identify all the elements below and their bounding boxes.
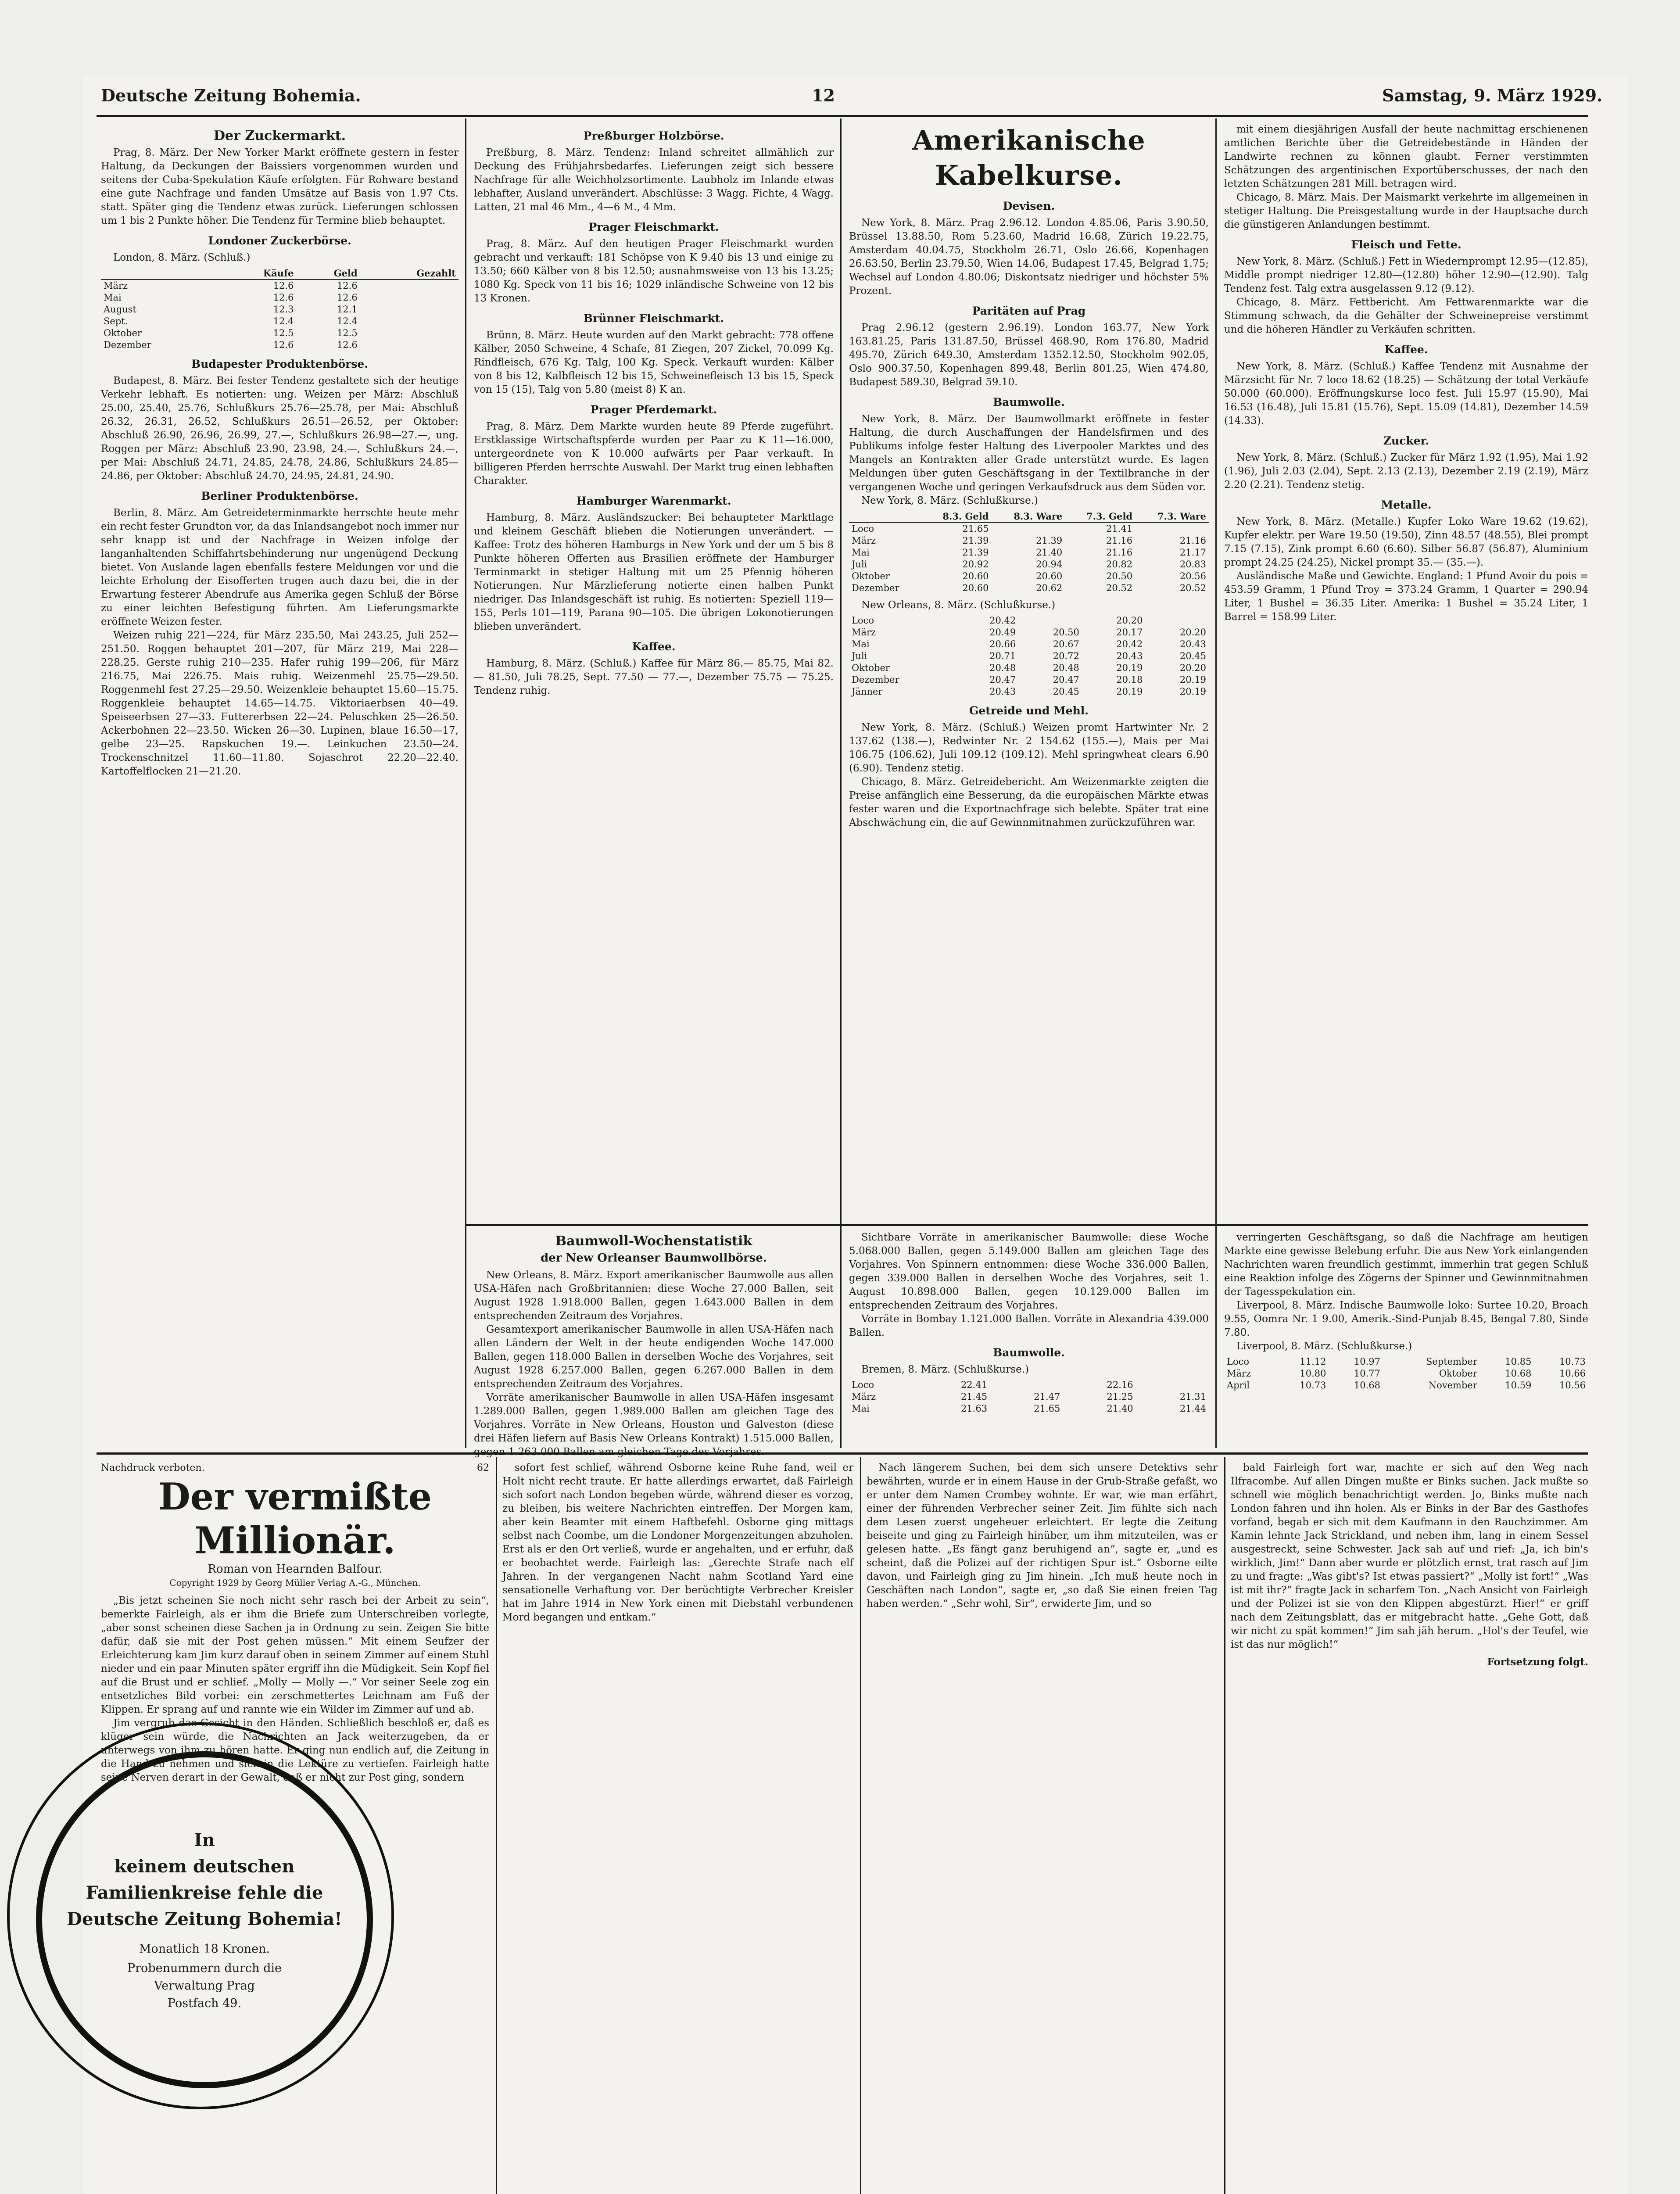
table-cell: März [852, 535, 876, 546]
ad-line: Familienkreise fehle die [86, 1882, 323, 1903]
table-cell [360, 315, 459, 327]
table-cell: 20.67 [1053, 639, 1079, 649]
sugar-market-text: Prag, 8. März. Der New Yorker Markt eröffnete gestern in fester Haltung, da Deckungen der Baissiers vorgenommen wurden und seitens der Cuba-Spekulation Käufe erfolgten. Für Rohware bestand eine gute Nachfrage und fanden Umsätze auf Basis von 1.97 Cts. statt. Später ging die Tendenz etwas zurück. Lieferungen schlossen um 1 bis 2 Punkte höher. Die Tendenz für Termine blieb behauptet. [101, 147, 459, 226]
table-cell: 21.65 [1034, 1403, 1060, 1414]
cable-rates-title: Amerikanische Kabelkurse. [912, 124, 1146, 191]
london-sugar-table [101, 267, 459, 351]
continued-note: Fortsetzung folgt. [1487, 1656, 1588, 1668]
table-cell: 20.43 [1116, 651, 1143, 661]
table-cell: 20.48 [989, 663, 1016, 673]
ad-line: Deutsche Zeitung Bohemia! [67, 1909, 342, 1929]
table-cell: 20.18 [1116, 674, 1143, 685]
table-cell: Loco [1227, 1356, 1249, 1367]
novel-author: Roman von Hearnden Balfour. [208, 1563, 383, 1576]
table-cell: 21.65 [962, 523, 989, 534]
column-divider [840, 118, 842, 1448]
table-header: Käufe [218, 267, 297, 280]
table-cell: Oktober [852, 663, 890, 673]
ad-line: keinem deutschen [114, 1856, 295, 1877]
table-row [101, 339, 459, 351]
berlin-heading: Berliner Produktenbörse. [201, 490, 358, 502]
table-cell: Dezember [852, 674, 899, 685]
table-header: Geld [296, 267, 360, 280]
brno-meat-text: Brünn, 8. März. Heute wurden auf den Markt gebracht: 778 offene Kälber, 2050 Schweine, 4 Schafe, 81 Ziegen, 207 Zickel, 70.099 Kg. Rindfleisch, 676 Kg. Talg, 100 Kg. Speck. Verkauft wurden: Kälber von 8 bis 12, Kalbfleisch 12 bis 15, Schweinefleisch 13 bis 15, Speck von 15 (15), Talg von 5.80 (meist 8) K an. [474, 330, 834, 395]
ad-price: Monatlich 18 Kronen. [139, 1942, 270, 1956]
table-cell: 20.43 [989, 686, 1016, 697]
cotton-stats-bombay: Vorräte in Bombay 1.121.000 Ballen. Vorräte in Alexandria 439.000 Ballen. [849, 1313, 1209, 1338]
table-row [849, 559, 1209, 570]
table-cell: 12.4 [273, 316, 294, 326]
novel-text: sofort fest schlief, während Osborne keine Ruhe fand, weil er Holt nicht recht traute. Er hatte allerdings erwartet, daß Fairleigh sich sofort nach London begeben würde, während dieser es vorzog, zu bleiben, bis weitere Nachrichten eintreffen. Der Morgen kam, aber kein Beamter mit einem Haftbefehl. Osborne ging mittags selbst nach Coombe, um die Londoner Morgenzeitungen abzuholen. Erst als er den Ort verließ, wurde er angehalten, und er erfuhr, daß er beobachtet werde. Fairleigh las: „Gerechte Strafe nach elf Jahren. In der vergangenen Nacht nahm Scotland Yard eine sensationelle Verhaftung vor. Der berüchtigte Verbrecher Kreisler hat im Jahre 1914 in New York einen mit Diebstahl verbundenen Mord begangen und entkam.“ [502, 1462, 853, 1623]
chicago-corn-text: Chicago, 8. März. Mais. Der Maismarkt verkehrte im allgemeinen in stetiger Haltung. Die Preisgestaltung wurde in der Hauptsache durch die günstigeren Anlandungen bestimmt. [1224, 192, 1588, 230]
novel-text: Nach längerem Suchen, bei dem sich unsere Detektivs sehr bewährten, wurde er in einem Hause in der Grub-Straße gefaßt, wo er unter dem Namen Crombey wohnte. Er war, wie man erfährt, einer der führenden Verbrecher seiner Zeit. Jim fühlte sich nach dem Lesen zuerst ungeheuer erleichtert. Er legte die Zeitung beiseite und ging zu Fairleigh hinüber, um ihm mitzuteilen, was er gelesen hatte. „Es fängt ganz beruhigend an“, sagte er, „und es scheint, daß die Polizei auf der richtigen Spur ist.“ Osborne eilte davon, und Fairleigh ging zu Jim hinein. „Ich muß heute noch in Geschäften nach London“, sagte er, „so daß Sie einen freien Tag haben werden.“ „Sehr wohl, Sir“, erwiderte Jim, und so [867, 1462, 1218, 1610]
table-cell: 20.60 [1036, 571, 1063, 581]
table-cell: 20.20 [1179, 627, 1206, 638]
table-cell: Loco [852, 1380, 874, 1390]
cotton-orleans-table [849, 615, 1209, 698]
parities-text: Prag 2.96.12 (gestern 2.96.19). London 163.77, New York 163.81.25, Paris 131.87.50, Brüssel 468.90, Rom 176.80, Madrid 495.70, Zürich 649.30, Amsterdam 1352.12.50, Stockholm 902.05, Oslo 900.37.50, Kopenhagen 899.48, Berlin 801.25, Wien 474.80, Budapest 589.30, Belgrad 59.10. [849, 322, 1209, 388]
column-2 [474, 123, 834, 1220]
table-cell: 12.6 [337, 292, 358, 303]
table-cell: Juli [852, 651, 867, 661]
cotton-heading: Baumwolle. [993, 396, 1065, 409]
table-cell: 20.19 [1179, 686, 1206, 697]
cotton-text: New York, 8. März. Der Baumwollmarkt eröffnete in fester Haltung, die durch Auschaffungen der Handelsfirmen und des Publikums infolge fester Haltung des Liverpooler Marktes und des Mangels an Kontrakten aller Grade unterstützt wurde. Es lagen Meldungen über guten Geschäftsgang in der Textilbranche in der vergangenen Woche und geringen Verkaufsdruck aus dem Süden vor. [849, 413, 1209, 493]
table-cell [360, 292, 459, 304]
table-cell [1136, 1379, 1209, 1391]
table-cell: August [104, 304, 136, 315]
table-cell: 20.62 [1036, 583, 1063, 593]
table-cell: 21.40 [1107, 1403, 1133, 1414]
table-cell: März [104, 280, 128, 291]
horse-market-heading: Prager Pferdemarkt. [590, 403, 717, 416]
cotton-stats-far-right [1224, 1231, 1588, 1448]
table-cell: 10.73 [1559, 1356, 1586, 1367]
table-cell: 20.42 [1116, 639, 1143, 649]
cotton-orleans-sub: New Orleans, 8. März. (Schlußkurse.) [861, 599, 1056, 611]
table-cell: 21.47 [1034, 1391, 1060, 1402]
table-cell: Oktober [1439, 1368, 1477, 1379]
table-cell: 20.48 [1053, 663, 1079, 673]
table-cell [360, 304, 459, 315]
table-header: 7.3. Geld [1065, 510, 1135, 523]
table-cell: 12.6 [273, 292, 294, 303]
table-cell: 20.20 [1116, 615, 1143, 626]
cotton-ny-sub: New York, 8. März. (Schlußkurse.) [861, 495, 1038, 506]
table-cell: 20.19 [1179, 674, 1206, 685]
ad-line: Postfach 49. [167, 1997, 242, 2010]
table-row [849, 662, 1209, 674]
table-cell: 20.47 [989, 674, 1016, 685]
table-cell: Oktober [104, 328, 142, 338]
table-header: 7.3. Ware [1135, 510, 1209, 523]
liverpool-sub: Liverpool, 8. März. (Schlußkurse.) [1236, 1341, 1412, 1352]
table-cell [1135, 523, 1209, 535]
table-row [849, 547, 1209, 559]
wood-exchange-text: Preßburg, 8. März. Tendenz: Inland schreitet allmählich zur Deckung des Frühjahrsbedarfes. Lieferungen zeigt sich bessere Nachfrage für alle Weichholzsortimente. Laubholz im Inlande etwas lebhafter, Ausland unverändert. Abschlüsse: 3 Wagg. Fichte, 4 Wagg. Latten, 21 mal 46 Mm., 4—6 M., 4 Mm. [474, 147, 834, 213]
table-cell: 10.77 [1354, 1368, 1381, 1379]
table-row [1224, 1356, 1588, 1368]
table-cell: 12.4 [337, 316, 358, 326]
table-cell: 20.47 [1053, 674, 1079, 685]
bremen-heading: Baumwolle. [993, 1346, 1065, 1359]
table-cell: 20.42 [989, 615, 1016, 626]
table-cell: September [1426, 1356, 1477, 1367]
table-cell: 20.19 [1116, 686, 1143, 697]
coffee-text: Hamburg, 8. März. (Schluß.) Kaffee für März 86.— 85.75, Mai 82.— 81.50, Juli 78.25, Sept. 77.50 — 77.—, Dezember 75.75 — 75.25. Tendenz ruhig. [474, 658, 834, 696]
grain-heading: Getreide und Mehl. [969, 704, 1089, 717]
table-row [101, 315, 459, 327]
table-cell: Juli [852, 559, 867, 570]
table-cell: 20.52 [1106, 583, 1133, 593]
table-cell: 20.45 [1179, 651, 1206, 661]
ad-line: Verwaltung Prag [154, 1979, 255, 1993]
table-cell: 20.60 [962, 571, 989, 581]
table-cell: 20.71 [989, 651, 1016, 661]
table-row [849, 686, 1209, 698]
table-row [1224, 1380, 1588, 1391]
prague-meat-text: Prag, 8. März. Auf den heutigen Prager Fleischmarkt wurden gebracht und verkauft: 181 Schöpse von K 9.40 bis 13 und einige zu 13.50; 660 Kälber von 8 bis 12.50; ausnahmsweise von 13 bis 13.25; 1080 Kg. Speck von 11 bis 16; 1029 inländische Schweine von 12 bis 13 Kronen. [474, 238, 834, 304]
novel-column-3 [867, 1461, 1218, 2194]
cotton-stats-right [849, 1231, 1209, 1448]
table-cell [360, 327, 459, 339]
table-cell [1018, 615, 1082, 627]
table-cell: Sept. [104, 316, 128, 326]
table-cell: 21.44 [1179, 1403, 1206, 1414]
table-row [849, 1391, 1209, 1403]
table-cell: 10.68 [1505, 1368, 1532, 1379]
wood-exchange-heading: Preßburger Holzbörse. [583, 129, 724, 142]
column-1 [101, 123, 459, 1422]
prague-meat-heading: Prager Fleischmarkt. [588, 221, 719, 233]
bremen-sub: Bremen, 8. März. (Schlußkurse.) [861, 1364, 1029, 1375]
coffee-ny-heading: Kaffee. [1384, 343, 1428, 356]
chicago-grain-text: Chicago, 8. März. Getreidebericht. Am Weizenmarkte zeigten die Preise anfänglich eine Besserung, da die europäischen Märkte etwas fester waren und die Exportnachfrage sich belebte. Später trat eine Abschwächung ein, die auf Gewinnmitnahmen zurückzuführen war. [849, 776, 1209, 828]
column-divider [496, 1457, 497, 2194]
table-cell [991, 523, 1065, 535]
table-row [101, 280, 459, 292]
table-cell: 21.25 [1107, 1391, 1133, 1402]
budapest-heading: Budapester Produktenbörse. [191, 358, 369, 370]
novel-rule [97, 1452, 1588, 1455]
table-cell: 10.66 [1559, 1368, 1586, 1379]
table-cell: 10.68 [1354, 1380, 1381, 1391]
table-cell: 20.94 [1036, 559, 1063, 570]
table-cell: April [1227, 1380, 1250, 1391]
hamburg-text: Hamburg, 8. März. Ausländszucker: Bei behaupteter Marktlage und kleinem Geschäft blieben die Notierungen unverändert. — Kaffee: Trotz des höheren Hamburgs in New York und der um 5 bis 8 Punkte höheren Offerten aus Brasilien eröffnete der Hamburger Terminmarkt in stetiger Haltung mit um 25 Pfennig höheren Notierungen. Nur Märzlieferung notierte einen halben Punkt niedriger. Das Inlandsgeschäft ist ruhig. Es notierten: Speziell 119—155, Perls 101—119, Parana 90—105. Die übrigen Lokonotierungen blieben unverändert. [474, 512, 834, 632]
table-row [849, 1403, 1209, 1415]
table-row [849, 582, 1209, 594]
novel-title: Der vermißte Millionär. [158, 1475, 432, 1562]
sugar-market-heading: Der Zuckermarkt. [213, 128, 346, 143]
table-cell: 21.16 [1179, 535, 1206, 546]
meat-fats-text: New York, 8. März. (Schluß.) Fett in Wiedernprompt 12.95—(12.85), Middle prompt niedriger 12.80—(12.80) höher 12.90—(12.90). Talg Tendenz fest. Talg extra ausgelassen 9.12 (9.12). [1224, 256, 1588, 294]
table-cell: Loco [852, 615, 874, 626]
table-cell: 21.63 [960, 1403, 988, 1414]
london-sugar-sub: London, 8. März. (Schluß.) [113, 252, 251, 263]
table-row [849, 638, 1209, 650]
table-cell: 12.5 [337, 328, 358, 338]
table-cell: 11.12 [1300, 1356, 1326, 1367]
table-cell: 20.82 [1106, 559, 1133, 570]
table-cell: 21.39 [962, 547, 989, 558]
table-cell: 20.83 [1179, 559, 1206, 570]
table-cell: 21.39 [962, 535, 989, 546]
column-divider [465, 118, 466, 1448]
table-row [849, 615, 1209, 627]
table-cell: 21.16 [1106, 535, 1133, 546]
table-cell: 21.39 [1036, 535, 1063, 546]
table-cell: 12.1 [337, 304, 358, 315]
cotton-stats-subheading: der New Orleanser Baumwollbörse. [541, 1251, 767, 1265]
table-cell: 20.49 [989, 627, 1016, 638]
table-cell: Mai [852, 547, 870, 558]
table-cell [1145, 615, 1209, 627]
table-header [849, 510, 921, 523]
novel-text: „Bis jetzt scheinen Sie noch nicht sehr rasch bei der Arbeit zu sein“, bemerkte Fairleigh, als er ihm die Briefe zum Unterschreiben vorlegte, „aber sonst scheinen diese Sachen ja in Ordnung zu sein. Zeigen Sie bitte dafür, daß sie mit der Post gehen müssen.“ Mit einem Seufzer der Erleichterung kam Jim kurz darauf oben in seinem Zimmer auf einem Stuhl nieder und ein paar Minuten später ergriff ihn die Müdigkeit. Sein Kopf fiel auf die Brust und er schlief. „Molly — Molly —.“ Vor seiner Seele zog ein entsetzliches Bild vorbei: ein zerschmettertes Leichnam am Fuß der Klippen. Er sprang auf und rannte wie ein Wilder im Zimmer auf und ab. [101, 1595, 489, 1715]
table-cell: November [1428, 1380, 1477, 1391]
currencies-text: New York, 8. März. Prag 2.96.12. London 4.85.06, Paris 3.90.50, Brüssel 13.88.50, Rom 5.23.60, Madrid 16.68, Zürich 19.22.75, Amsterdam 40.04.75, Stockholm 26.71, Oslo 26.66, Kopenhagen 26.63.50, Berlin 23.79.50, Wien 14.06, Budapest 17.45, Belgrad 1.75; Wechsel auf London 4.80.06; Diskontsatz niedriger und höchster 5% Prozent. [849, 217, 1209, 297]
table-cell: 22.16 [1107, 1380, 1133, 1390]
table-cell: 20.66 [989, 639, 1016, 649]
table-cell: Jänner [852, 686, 883, 697]
table-cell: 20.56 [1179, 571, 1206, 581]
novel-text: bald Fairleigh fort war, machte er sich auf den Weg nach Ilfracombe. Auf allen Dingen mußte er Binks suchen. Jack mußte so schnell wie möglich benachrichtigt werden. Jo, Binks mußte nach London fahren und ihn holen. Als er Binks in der Bar des Gasthofes vorfand, begab er sich mit dem Kaufmann in den Rauchzimmer. Am Kamin lehnte Jack Strickland, und neben ihm, lang in einem Sessel ausgestreckt, seine Schwester. Jack sah auf und rief: „Ja, ich bin's wirklich, Jim!“ Dann aber wurde er plötzlich ernst, trat rasch auf Jim zu und fragte: „Was gibt's? Ist etwas passiert?“ „Molly ist fort!“ „Was ist mit ihr?“ fragte Jack in scharfem Ton. „Nach Ansicht von Fairleigh und der Polizei ist sie von den Klippen abgestürzt. Hier!“ er griff nach dem Zeitungsblatt, das er mitgebracht hatte. „Gehe Gott, daß wir nicht zu spät kommen!“ Jim sah jäh herum. „Hol's der Teufel, wie ist das nur möglich!“ [1231, 1462, 1588, 1650]
table-cell: 10.56 [1559, 1380, 1586, 1391]
currencies-heading: Devisen. [1003, 200, 1055, 212]
table-cell: März [852, 627, 876, 638]
table-cell: 10.80 [1300, 1368, 1326, 1379]
table-cell: 21.41 [1106, 523, 1133, 534]
table-row [1224, 1368, 1588, 1380]
table-cell: 12.3 [273, 304, 294, 315]
table-cell: 12.6 [273, 340, 294, 350]
novel-column-4 [1231, 1461, 1588, 2194]
table-cell: März [1227, 1368, 1251, 1379]
episode-number: 62 [477, 1463, 489, 1473]
table-cell [990, 1379, 1063, 1391]
table-row [101, 292, 459, 304]
table-cell: 22.41 [960, 1380, 988, 1390]
coffee-heading: Kaffee. [632, 640, 676, 653]
table-cell: 10.97 [1354, 1356, 1381, 1367]
table-cell: Mai [104, 292, 122, 303]
table-cell: 21.31 [1179, 1391, 1206, 1402]
table-header [101, 267, 218, 280]
cotton-stats-export: New Orleans, 8. März. Export amerikanischer Baumwolle aus allen USA-Häfen nach Großbritannien: diese Woche 27.000 Ballen, seit August 1928 1.918.000 Ballen, gegen 1.643.000 Ballen in dem entsprechenden Zeitraum des Vorjahres. [474, 1269, 834, 1322]
table-cell: Dezember [104, 340, 151, 350]
table-header: 8.3. Ware [991, 510, 1065, 523]
table-row [849, 650, 1209, 662]
coffee-ny-text: New York, 8. März. (Schluß.) Kaffee Tendenz mit Ausnahme der Märzsicht für Nr. 7 loco 18.62 (18.25) — Schätzung der total Verkäufe 50.000 (60.000). Eröffnungskurse loco fest. Juli 15.97 (15.90), Mai 16.53 (16.48), Juli 15.81 (15.76), Sept. 15.09 (14.81), Dezember 14.59 (14.33). [1224, 361, 1588, 427]
novel-text: Jim vergrub das Gesicht in den Händen. Schließlich beschloß er, daß es klüger sein würde, die Nachrichten an Jack weiterzugeben, da er unterwegs von ihm zu hören hatte. Er ging nun endlich auf, die Zeitung in die Hand zu nehmen und sich in die Lektüre zu vertiefen. Fairleigh hatte seine Nerven derart in der Gewalt, daß er nicht zur Post ging, sondern [101, 1717, 489, 1783]
cotton-ny-table [849, 510, 1209, 594]
berlin-prices: Weizen ruhig 221—224, für März 235.50, Mai 243.25, Juli 252—251.50. Roggen behauptet 201—207, für März 219, Mai 228—228.25. Gerste ruhig 210—235. Hafer ruhig 199—206, für März 216.75, Mai 226.75. Mais ruhig. Weizenmehl 25.75—29.50. Roggenmehl fest 27.25—29.50. Weizenkleie behauptet 15.60—15.75. Roggenkleie behauptet 14.65—14.75. Viktoriaerbsen 40—49. Speiseerbsen 27—33. Futtererbsen 22—24. Peluschken 25—26.50. Ackerbohnen 22—23.50. Wicken 26—30. Lupinen, blaue 16.50—17, gelbe 23—25. Rapskuchen 19.—. Leinkuchen 23.50—24. Trockenschnitzel 11.60—11.80. Sojaschrot 22.20—22.40. Kartoffelflocken 21—21.20. [101, 630, 459, 777]
table-cell: Mai [852, 1403, 870, 1414]
table-cell: 21.45 [960, 1391, 988, 1402]
table-cell: 20.92 [962, 559, 989, 570]
table-cell: 12.6 [337, 280, 358, 291]
table-cell: 12.5 [273, 328, 294, 338]
header-rule [97, 115, 1588, 117]
grain-text: New York, 8. März. (Schluß.) Weizen promt Hartwinter Nr. 2 137.62 (138.—), Redwinter Nr. 2 154.62 (155.—), Mais per Mai 106.75 (106.62), Juli 109.12 (109.12). Mehl springwheat clears 6.90 (6.90). Tendenz stetig. [849, 722, 1209, 774]
table-cell: Oktober [852, 571, 890, 581]
table-cell: 20.19 [1116, 663, 1143, 673]
novel-column-1 [101, 1461, 489, 2194]
table-cell: 20.52 [1179, 583, 1206, 593]
novel-notice-row [101, 1461, 489, 1475]
london-sugar-heading: Londoner Zuckerbörse. [208, 234, 351, 247]
column-divider [1224, 1457, 1225, 2194]
crop-report-text: mit einem diesjährigen Ausfall der heute nachmittag erschienenen amtlichen Berichte über die Getreidebestände in Händen der Landwirte rechnen zu können glaubt. Ferner verstimmten Schätzungen des argentinischen Exportüberschusses, der nach den letzten Schätzungen 281 Mill. betragen wird. [1224, 124, 1588, 190]
cotton-stats-left [474, 1231, 834, 1458]
cotton-stats-stocks: Vorräte amerikanischer Baumwolle in allen USA-Häfen insgesamt 1.289.000 Ballen, gegen 1.989.000 Ballen am gleichen Tage des Vorjahres. Vorräte in New Orleans, Houston und Galveston (diese drei Häfen liefern auf Basis New Orleans Kontrakt) 1.515.000 Ballen, gegen 1.263.000 Ballen am gleichen Tage des Vorjahres. [474, 1392, 834, 1458]
table-cell: Mai [852, 639, 870, 649]
table-cell: 10.73 [1300, 1380, 1326, 1391]
chicago-fats-text: Chicago, 8. März. Fettbericht. Am Fettwarenmarkte war die Stimmung schwach, da die Gehälter der Schweinepreise verstimmt und die höheren Händler zu Verkäufen schritten. [1224, 297, 1588, 335]
cotton-stats-heading: Baumwoll-Wochenstatistik [555, 1233, 752, 1249]
column-4 [1224, 123, 1588, 1220]
table-cell: 20.50 [1053, 627, 1079, 638]
ad-line: In [194, 1830, 215, 1850]
table-row [849, 535, 1209, 547]
column-3 [849, 123, 1209, 1220]
table-cell: 20.43 [1179, 639, 1206, 649]
table-cell: 20.17 [1116, 627, 1143, 638]
table-header: Gezahlt [360, 267, 459, 280]
table-cell: 20.45 [1053, 686, 1079, 697]
liverpool-cotton-text: verringerten Geschäftsgang, so daß die Nachfrage am heutigen Markte eine gewisse Belebung erfuhr. Die aus New York einlangenden Nachrichten waren freundlich gestimmt, immerhin trat gegen Schluß eine Reaktion infolge des Zögerns der Spinner und Gewinnmitnahmen der Tagesspekulation ein. [1224, 1232, 1588, 1298]
metals-heading: Metalle. [1381, 498, 1432, 511]
table-cell [360, 280, 459, 292]
page-number: 12 [812, 86, 835, 105]
masthead-left: Deutsche Zeitung Bohemia. [101, 86, 361, 105]
table-row [849, 627, 1209, 638]
novel-column-2 [502, 1461, 853, 2194]
table-row [849, 1379, 1209, 1391]
table-cell: 20.20 [1179, 663, 1206, 673]
liverpool-table [1224, 1356, 1588, 1391]
table-row [101, 304, 459, 315]
table-cell: 21.17 [1179, 547, 1206, 558]
brno-meat-heading: Brünner Fleischmarkt. [583, 312, 724, 325]
berlin-text: Berlin, 8. März. Am Getreideterminmarkte herrschte heute mehr ein recht fester Grundton vor, da das Inlandsangebot noch immer nur sehr knapp ist und der Nachfrage in Weizen infolge der langanhaltenden Schiffahrtsbehinderung nur ungenügend Deckung bietet. Von Auslande lagen ebenfalls festere Meldungen vor und die leichte Erholung der Eisofferten trugen auch dazu bei, die in der Erwartung festerer Abendrufe aus Amerika gegen Schluß der Börse zu einer leichten Befestigung führten. Am Lieferungsmarkte eröffnete Weizen fester. [101, 507, 459, 627]
metals-text: New York, 8. März. (Metalle.) Kupfer Loko Ware 19.62 (19.62), Kupfer elektr. per Ware 19.50 (19.50), Zinn 48.57 (48.55), Blei prompt 7.15 (7.15), Zink prompt 6.60 (6.60). Silber 56.87 (56.87), Aluminium prompt 24.25 (24.25), Nickel prompt 35.— (35.—). [1224, 516, 1588, 568]
table-cell: 12.6 [337, 340, 358, 350]
hamburg-heading: Hamburger Warenmarkt. [576, 495, 731, 507]
measures-text: Ausländische Maße und Gewichte. England: 1 Pfund Avoir du pois = 453.59 Gramm, 1 Pfund Troy = 373.24 Gramm, 1 Quarter = 290.94 Liter, 1 Bushel = 36.35 Liter. Amerika: 1 Bushel = 35.24 Liter, 1 Barrel = 158.99 Liter. [1224, 570, 1588, 623]
table-cell: 21.40 [1036, 547, 1063, 558]
meat-fats-heading: Fleisch und Fette. [1351, 238, 1461, 251]
table-cell: 20.72 [1053, 651, 1079, 661]
table-header: 8.3. Geld [921, 510, 992, 523]
parities-heading: Paritäten auf Prag [972, 305, 1086, 317]
bremen-table [849, 1379, 1209, 1415]
table-cell: 12.6 [273, 280, 294, 291]
section-rule [465, 1224, 1588, 1226]
table-cell [360, 339, 459, 351]
ad-line: Probenummern durch die [127, 1961, 282, 1975]
table-cell: 21.16 [1106, 547, 1133, 558]
table-row [849, 570, 1209, 582]
indian-cotton-text: Liverpool, 8. März. Indische Baumwolle loko: Surtee 10.20, Broach 9.55, Oomra Nr. 1 9.00, Amerik.-Sind-Punjab 8.45, Bengal 7.80, Sinde 7.80. [1224, 1300, 1588, 1338]
cotton-stats-total: Gesamtexport amerikanischer Baumwolle in allen USA-Häfen nach allen Ländern der Welt in der heute endigenden Woche 147.000 Ballen, gegen 118.000 Ballen in derselben Woche des Vorjahres, seit August 1928 6.257.000 Ballen, gegen 6.267.000 Ballen in dem entsprechenden Zeitraum des Vorjahres. [474, 1324, 834, 1390]
table-cell: 10.85 [1505, 1356, 1532, 1367]
table-cell: März [852, 1391, 876, 1402]
sugar-ny-heading: Zucker. [1383, 434, 1429, 447]
table-cell: 20.60 [962, 583, 989, 593]
cotton-stats-visible: Sichtbare Vorräte in amerikanischer Baumwolle: diese Woche 5.068.000 Ballen, gegen 5.149.000 Ballen am gleichen Tage des Vorjahres. Von Spinnern entnommen: diese Woche 336.000 Ballen, gegen 339.000 Ballen in derselben Woche des Vorjahres, seit 1. August 10.898.000 Ballen, gegen 10.129.000 Ballen im entsprechenden Zeitraum des Vorjahres. [849, 1232, 1209, 1311]
table-row [849, 674, 1209, 686]
budapest-text: Budapest, 8. März. Bei fester Tendenz gestaltete sich der heutige Verkehr lebhaft. Es notierten: ung. Weizen per März: Abschluß 25.00, 25.40, 25.76, Schlußkurs 25.76—25.78, per Mai: Abschluß 26.32, 26.31, 26.52, Schlußkurs 26.51—26.52, per Oktober: Abschluß 26.90, 26.96, 26.99, 27.—, Schlußkurs 26.98—27.—, ung. Roggen per März: Abschluß 23.90, 23.98, 24.—, Schlußkurs 24.—, per Mai: Abschluß 24.71, 24.85, 24.78, 24.86, Schlußkurs 24.85—24.86, per Oktober: Abschluß 24.70, 24.95, 24.81, 24.90. [101, 375, 459, 482]
table-cell: 10.59 [1505, 1380, 1532, 1391]
table-cell: Loco [852, 523, 874, 534]
table-row [849, 523, 1209, 535]
horse-market-text: Prag, 8. März. Dem Markte wurden heute 89 Pferde zugeführt. Erstklassige Wirtschaftspferde wurden per Paar zu K 11—16.000, untergeordnete von K 10.000 aufwärts per Paar verkauft. In billigeren Pferden herrschte Auswahl. Der Markt trug einen lebhaften Charakter. [474, 421, 834, 487]
column-divider [860, 1457, 861, 2194]
table-cell: 20.50 [1106, 571, 1133, 581]
table-cell: Dezember [852, 583, 899, 593]
novel-copyright: Copyright 1929 by Georg Müller Verlag A.-G., München. [169, 1577, 421, 1588]
column-divider [1215, 118, 1217, 1448]
reprint-notice: Nachdruck verboten. [101, 1463, 205, 1473]
table-row [101, 327, 459, 339]
issue-date: Samstag, 9. März 1929. [1382, 86, 1603, 105]
sugar-ny-text: New York, 8. März. (Schluß.) Zucker für März 1.92 (1.95), Mai 1.92 (1.96), Juli 2.03 (2.04), Sept. 2.13 (2.13), Dezember 2.19 (2.19), März 2.20 (2.21). Tendenz stetig. [1224, 452, 1588, 491]
